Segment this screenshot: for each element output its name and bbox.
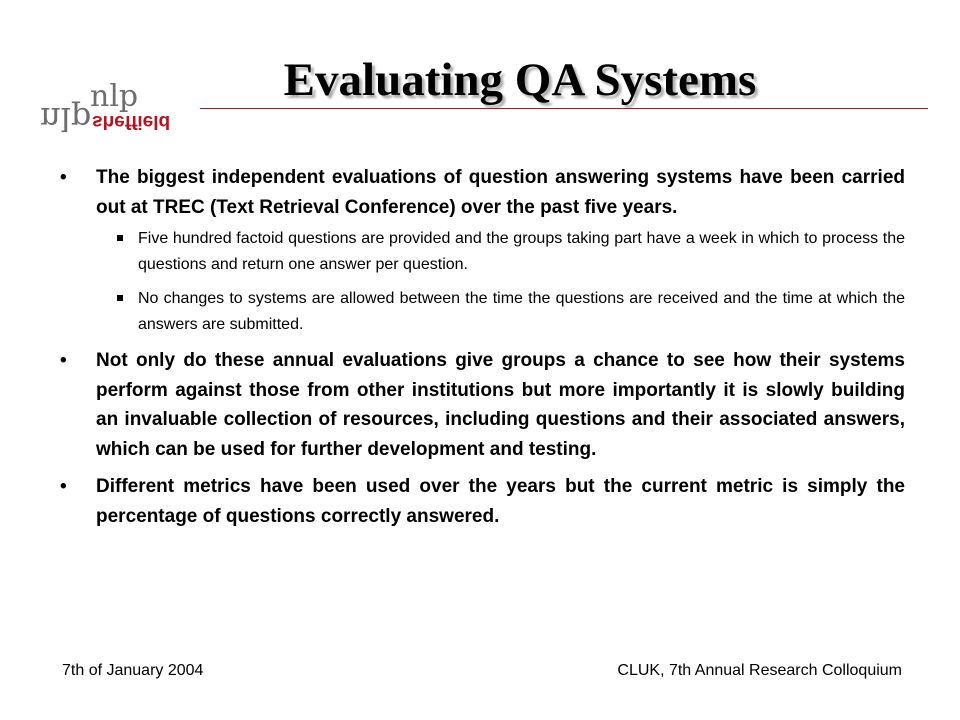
title-underline	[200, 108, 928, 109]
bullet-item	[60, 163, 905, 338]
slide-title: Evaluating QA Systems	[283, 54, 757, 106]
slide-body	[60, 163, 905, 539]
logo-mirrored-nlp-text: nlp	[40, 100, 92, 138]
bullet-text: Different metrics have been used over the years but the current metric is simply the percentage of questions correctly answered.	[96, 476, 905, 527]
footer-event: CLUK, 7th Annual Research Colloquium	[617, 662, 902, 679]
sub-bullet-item: Five hundred factoid questions are provided and the groups taking part have a week in which to process the questions and return one answer per question.	[96, 226, 905, 278]
bullet-item	[60, 346, 905, 464]
bullet-text: The biggest independent evaluations of question answering systems have been carried out at TREC (Text Retrieval Conference) over the past five years.	[96, 167, 905, 218]
sub-bullet-item: No changes to systems are allowed between the time the questions are received and the time at which the answers are submitted.	[96, 286, 905, 338]
logo-sheffield-text: sheffield	[92, 111, 171, 132]
logo-nlp-text: nlp	[90, 79, 139, 114]
sub-bullet-list	[96, 226, 905, 338]
footer-date: 7th of January 2004	[62, 662, 204, 679]
bullet-item	[60, 472, 905, 531]
bullet-text: Not only do these annual evaluations give groups a chance to see how their systems perform against those from other institutions but more importantly it is slowly building an invaluable collection of resources, including questions and their associated answers, which can be used for further development and testing.	[96, 350, 905, 460]
